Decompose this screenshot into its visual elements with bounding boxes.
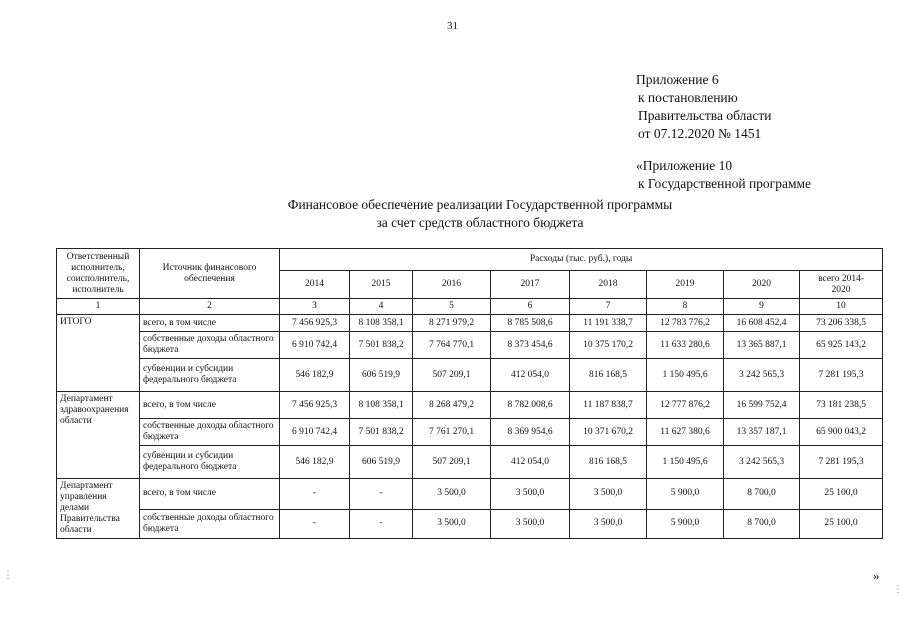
value-cell: 6 910 742,4 bbox=[280, 332, 350, 359]
value-cell: 412 054,0 bbox=[491, 359, 570, 392]
header-year: 2014 bbox=[280, 271, 350, 299]
page-number: 31 bbox=[447, 20, 458, 32]
source-cell: субвенции и субсидии федерального бюджета bbox=[140, 446, 280, 479]
source-cell: субвенции и субсидии федерального бюджета bbox=[140, 359, 280, 392]
value-cell: - bbox=[280, 479, 350, 510]
column-number: 7 bbox=[570, 299, 647, 315]
header-year: 2020 bbox=[724, 271, 800, 299]
value-cell: 507 209,1 bbox=[413, 359, 491, 392]
title-line: Финансовое обеспечение реализации Государственной программы bbox=[287, 197, 673, 212]
value-cell: 11 191 338,7 bbox=[570, 315, 647, 332]
value-cell: 412 054,0 bbox=[491, 446, 570, 479]
value-cell: 606 519,9 bbox=[350, 446, 413, 479]
table-row bbox=[57, 446, 883, 479]
value-cell: - bbox=[350, 479, 413, 510]
value-cell: 3 242 565,3 bbox=[724, 446, 800, 479]
appendix-line: к постановлению bbox=[638, 90, 738, 105]
header-executor: Ответственный исполнитель, соисполнитель, исполнитель bbox=[57, 249, 140, 299]
value-cell: 25 100,0 bbox=[800, 479, 883, 510]
source-cell: всего, в том числе bbox=[140, 315, 280, 332]
column-number: 9 bbox=[724, 299, 800, 315]
column-number: 10 bbox=[800, 299, 883, 315]
value-cell: 3 500,0 bbox=[570, 509, 647, 539]
value-cell: 7 281 195,3 bbox=[800, 359, 883, 392]
value-cell: 5 900,0 bbox=[647, 479, 724, 510]
source-cell: собственные доходы областного бюджета bbox=[140, 509, 280, 539]
right-margin-mark: ⋮ bbox=[893, 584, 903, 595]
value-cell: 8 785 508,6 bbox=[491, 315, 570, 332]
financing-table bbox=[56, 248, 883, 539]
value-cell: 7 456 925,3 bbox=[280, 315, 350, 332]
value-cell: 7 456 925,3 bbox=[280, 392, 350, 419]
value-cell: 3 500,0 bbox=[413, 509, 491, 539]
column-number: 4 bbox=[350, 299, 413, 315]
value-cell: 8 369 954,6 bbox=[491, 419, 570, 446]
column-number: 2 bbox=[140, 299, 280, 315]
title-line: за счет средств областного бюджета bbox=[376, 215, 584, 230]
value-cell: 8 108 358,1 bbox=[350, 315, 413, 332]
value-cell: 546 182,9 bbox=[280, 446, 350, 479]
column-number: 1 bbox=[57, 299, 140, 315]
value-cell: - bbox=[350, 509, 413, 539]
value-cell: 7 764 770,1 bbox=[413, 332, 491, 359]
executor-cell: Департамент управления делами Правительства области bbox=[57, 479, 140, 539]
value-cell: 13 365 887,1 bbox=[724, 332, 800, 359]
appendix-line: к Государственной программе bbox=[638, 176, 812, 191]
source-cell: собственные доходы областного бюджета bbox=[140, 419, 280, 446]
executor-cell: ИТОГО bbox=[57, 315, 140, 392]
value-cell: 8 700,0 bbox=[724, 479, 800, 510]
value-cell: 5 900,0 bbox=[647, 509, 724, 539]
value-cell: - bbox=[280, 509, 350, 539]
value-cell: 3 500,0 bbox=[491, 479, 570, 510]
appendix-line: «Приложение 10 bbox=[636, 158, 733, 173]
value-cell: 8 108 358,1 bbox=[350, 392, 413, 419]
appendix-line: от 07.12.2020 № 1451 bbox=[638, 126, 762, 141]
value-cell: 606 519,9 bbox=[350, 359, 413, 392]
column-number: 3 bbox=[280, 299, 350, 315]
source-cell: собственные доходы областного бюджета bbox=[140, 332, 280, 359]
header-year: 2016 bbox=[413, 271, 491, 299]
table-row bbox=[57, 392, 883, 419]
table-row bbox=[57, 479, 883, 510]
value-cell: 816 168,5 bbox=[570, 359, 647, 392]
table-row bbox=[57, 315, 883, 332]
executor-cell: Департамент здравоохранения области bbox=[57, 392, 140, 479]
appendix-line: Правительства области bbox=[638, 108, 772, 123]
column-number: 5 bbox=[413, 299, 491, 315]
column-number: 8 bbox=[647, 299, 724, 315]
header-year: 2019 bbox=[647, 271, 724, 299]
header-year: 2018 bbox=[570, 271, 647, 299]
value-cell: 65 900 043,2 bbox=[800, 419, 883, 446]
header-expenses: Расходы (тыс. руб.), годы bbox=[280, 249, 883, 271]
closing-quote-mark: » bbox=[873, 568, 880, 583]
header-year: 2017 bbox=[491, 271, 570, 299]
value-cell: 16 599 752,4 bbox=[724, 392, 800, 419]
header-year: 2015 bbox=[350, 271, 413, 299]
value-cell: 7 281 195,3 bbox=[800, 446, 883, 479]
value-cell: 3 500,0 bbox=[570, 479, 647, 510]
value-cell: 3 242 565,3 bbox=[724, 359, 800, 392]
value-cell: 10 371 670,2 bbox=[570, 419, 647, 446]
value-cell: 25 100,0 bbox=[800, 509, 883, 539]
header-year-total: всего 2014-2020 bbox=[800, 271, 883, 299]
table-row bbox=[57, 509, 883, 539]
value-cell: 7 501 838,2 bbox=[350, 419, 413, 446]
left-margin-mark: ⋮ bbox=[3, 570, 13, 581]
value-cell: 7 501 838,2 bbox=[350, 332, 413, 359]
table-row bbox=[57, 332, 883, 359]
value-cell: 16 608 452,4 bbox=[724, 315, 800, 332]
table-row bbox=[57, 359, 883, 392]
column-number: 6 bbox=[491, 299, 570, 315]
value-cell: 73 206 338,5 bbox=[800, 315, 883, 332]
value-cell: 65 925 143,2 bbox=[800, 332, 883, 359]
appendix-block bbox=[636, 71, 811, 193]
value-cell: 8 782 008,6 bbox=[491, 392, 570, 419]
document-title bbox=[180, 196, 780, 232]
header-source: Источник финансового обеспечения bbox=[140, 249, 280, 299]
value-cell: 13 357 187,1 bbox=[724, 419, 800, 446]
value-cell: 11 633 280,6 bbox=[647, 332, 724, 359]
value-cell: 3 500,0 bbox=[491, 509, 570, 539]
value-cell: 11 627 380,6 bbox=[647, 419, 724, 446]
value-cell: 1 150 495,6 bbox=[647, 446, 724, 479]
value-cell: 6 910 742,4 bbox=[280, 419, 350, 446]
value-cell: 12 777 876,2 bbox=[647, 392, 724, 419]
value-cell: 8 271 979,2 bbox=[413, 315, 491, 332]
appendix-line: Приложение 6 bbox=[636, 72, 719, 87]
table-row bbox=[57, 419, 883, 446]
value-cell: 8 268 479,2 bbox=[413, 392, 491, 419]
value-cell: 507 209,1 bbox=[413, 446, 491, 479]
value-cell: 546 182,9 bbox=[280, 359, 350, 392]
value-cell: 1 150 495,6 bbox=[647, 359, 724, 392]
value-cell: 73 181 238,5 bbox=[800, 392, 883, 419]
source-cell: всего, в том числе bbox=[140, 392, 280, 419]
source-cell: всего, в том числе bbox=[140, 479, 280, 510]
value-cell: 12 783 776,2 bbox=[647, 315, 724, 332]
value-cell: 816 168,5 bbox=[570, 446, 647, 479]
value-cell: 8 700,0 bbox=[724, 509, 800, 539]
value-cell: 8 373 454,6 bbox=[491, 332, 570, 359]
value-cell: 10 375 170,2 bbox=[570, 332, 647, 359]
value-cell: 7 761 270,1 bbox=[413, 419, 491, 446]
value-cell: 11 187 838,7 bbox=[570, 392, 647, 419]
value-cell: 3 500,0 bbox=[413, 479, 491, 510]
